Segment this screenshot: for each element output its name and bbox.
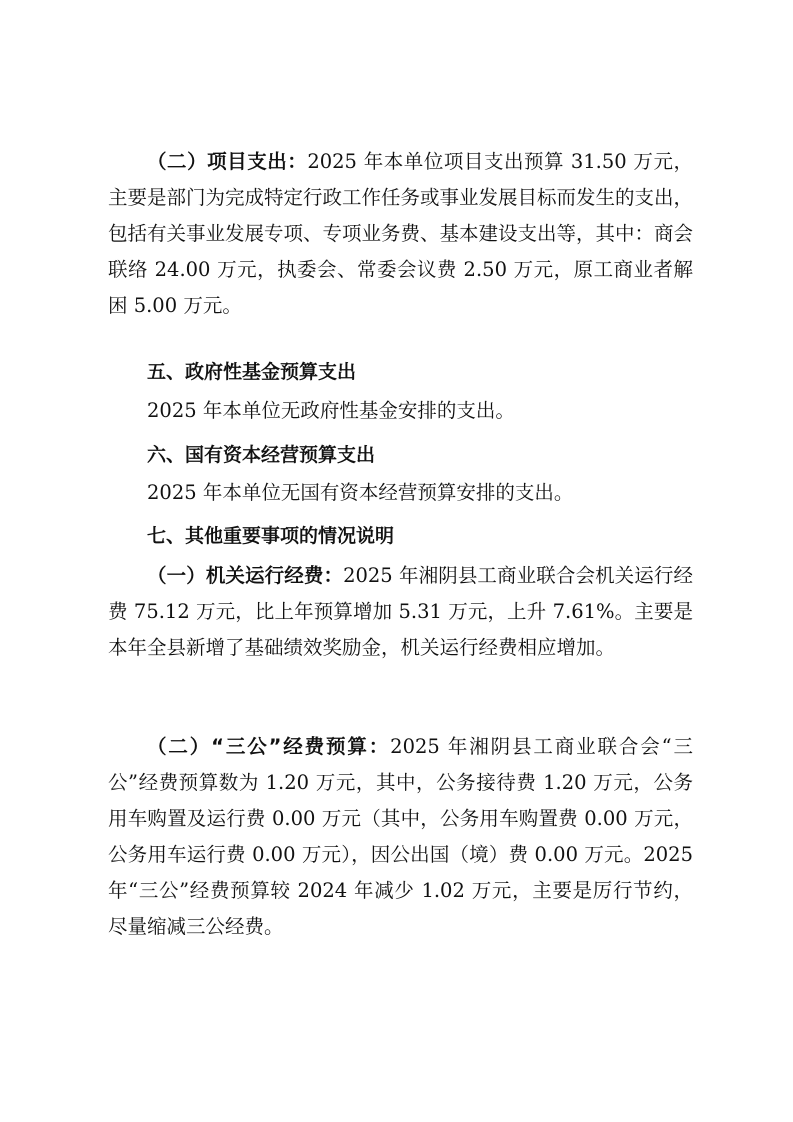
project-expense-paragraph	[108, 144, 693, 324]
three-public-paragraph	[108, 729, 693, 945]
project-expense-lead: （二）项目支出：	[147, 150, 308, 173]
gov-fund-heading: 五、政府性基金预算支出	[147, 361, 357, 383]
three-public-lead: （二）“三公”经费预算：	[147, 735, 391, 758]
state-capital-heading: 六、国有资本经营预算支出	[147, 444, 376, 466]
other-matters-heading: 七、其他重要事项的情况说明	[147, 525, 395, 547]
operating-cost-body: 2025 年湘阴县工商业联合会机关运行经费 75.12 万元，比上年预算增加 5.31 万元，上升 7.61%。主要是本年全县新增了基础绩效奖励金，机关运行经费相应增加。	[108, 564, 693, 659]
project-expense-body: 2025 年本单位项目支出预算 31.50 万元，主要是部门为完成特定行政工作任务或事业发展目标而发生的支出，包括有关事业发展专项、专项业务费、基本建设支出等，其中：商会联络 24.00 万元，执委会、常委会议费 2.50 万元，原工商业者解困 5.00 万元。	[108, 150, 694, 317]
gov-fund-body: 2025 年本单位无政府性基金安排的支出。	[147, 399, 515, 422]
three-public-body: 2025 年湘阴县工商业联合会“三公”经费预算数为 1.20 万元，其中，公务接待费 1.20 万元，公务用车购置及运行费 0.00 万元（其中，公务用车购置费 0.00 万元，公务用车运行费 0.00 万元），因公出国（境）费 0.00 万元。2025 年“三公”经费预算较 2024 年减少 1.02 万元，主要是厉行节约，尽量缩减三公经费。	[108, 735, 693, 938]
operating-cost-lead: （一）机关运行经费：	[147, 564, 344, 587]
operating-cost-paragraph	[108, 558, 693, 666]
state-capital-body: 2025 年本单位无国有资本经营预算安排的支出。	[147, 481, 574, 504]
